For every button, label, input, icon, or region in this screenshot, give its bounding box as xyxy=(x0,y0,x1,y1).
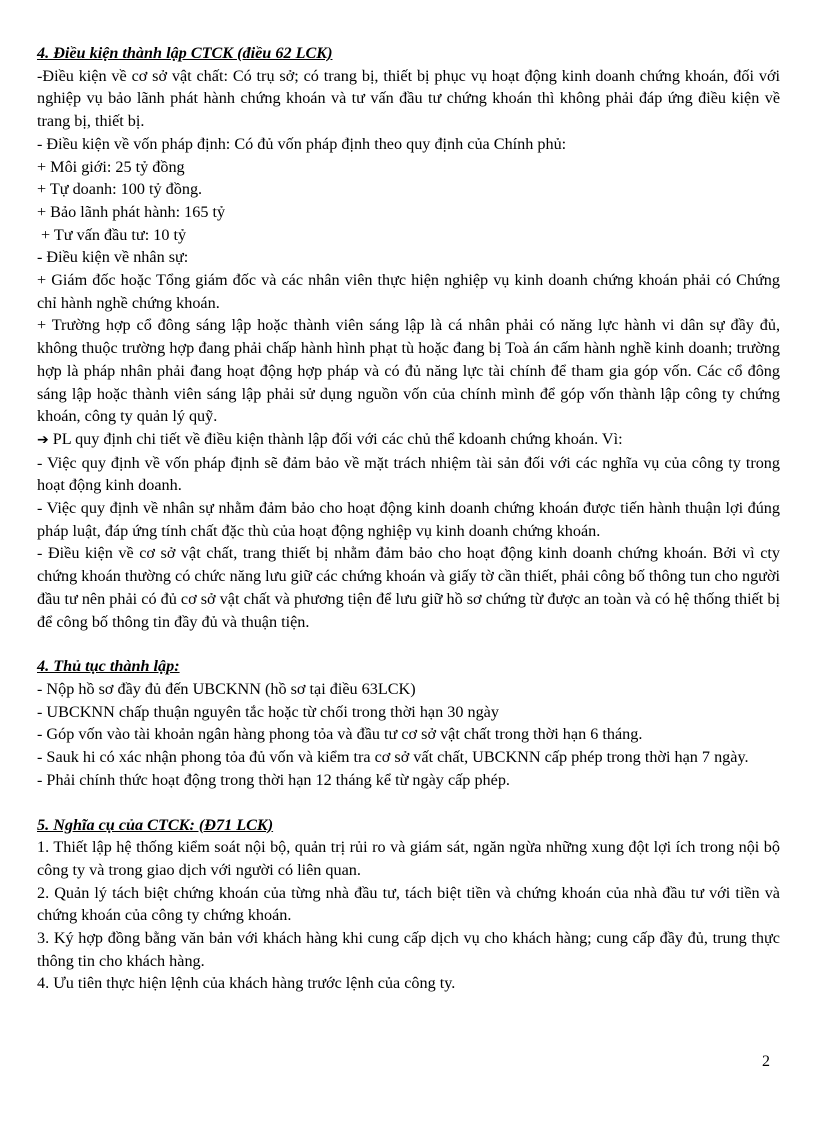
list-item: + Tư vấn đầu tư: 10 tỷ xyxy=(41,225,187,244)
section-heading-conditions: 4. Điều kiện thành lập CTCK (điều 62 LCK) xyxy=(37,44,333,62)
list-item: 1. Thiết lập hệ thống kiểm soát nội bộ, quản trị rủi ro và giám sát, ngăn ngừa những xung đột lợi ích trong nội bộ công ty và trong giao dịch với người có liên quan. xyxy=(37,838,780,879)
list-item: + Bảo lãnh phát hành: 165 tỷ xyxy=(37,202,226,221)
paragraph: + Trường hợp cổ đông sáng lập hoặc thành viên sáng lập là cá nhân phải có năng lực hành vi dân sự đầy đủ, không thuộc trường hợp đang phải chấp hành hình phạt tù hoặc đang bị Toà án cấm hành nghề kinh doanh; trường hợp là pháp nhân phải đang hoạt động hợp pháp và có đủ năng lực tài chính để tham gia góp vốn. Các cổ đông sáng lập hoặc thành viên sáng lập phải sử dụng nguồn vốn của chính mình để góp vốn thành lập công ty chứng khoán, công ty quản lý quỹ. xyxy=(37,316,780,426)
section-heading-obligations: 5. Nghĩa cụ của CTCK: (Đ71 LCK) xyxy=(37,815,274,834)
paragraph: - Điều kiện về cơ sở vật chất, trang thiết bị nhằm đảm bảo cho hoạt động kinh doanh chứng khoán. Bởi vì cty chứng khoán thường có chức năng lưu giữ các chứng khoán và giấy tờ cần thiết, phải công bố thông tun cho người đầu tư nên phải có đủ cơ sở vật chất và phương tiện để lưu giữ hồ sơ chứng từ được an toàn và có hệ thống thiết bị để công bố thông tin đầy đủ và thuận tiện. xyxy=(37,544,780,631)
paragraph: -Điều kiện về cơ sở vật chất: Có trụ sở; có trang bị, thiết bị phục vụ hoạt động kinh doanh chứng khoán, đối với nghiệp vụ bảo lãnh phát hành chứng khoán và tư vấn đầu tư chứng khoán thì không phải đáp ứng điều kiện về trang bị, thiết bị. xyxy=(37,66,780,131)
list-item: + Tự doanh: 100 tỷ đồng. xyxy=(37,180,203,199)
list-item: - Phải chính thức hoạt động trong thời hạn 12 tháng kể từ ngày cấp phép. xyxy=(37,770,510,789)
arrow-line xyxy=(37,428,780,452)
spacer xyxy=(37,792,780,814)
page-number: 2 xyxy=(762,1053,770,1070)
paragraph: - Việc quy định về nhân sự nhằm đảm bảo cho hoạt động kinh doanh chứng khoán được tiến hành thuận lợi đúng pháp luật, đáp ứng tính chất đặc thù của hoạt động nghiệp vụ kinh doanh chứng khoán. xyxy=(37,499,780,540)
list-item: 4. Ưu tiên thực hiện lệnh của khách hàng trước lệnh của công ty. xyxy=(37,974,456,993)
list-item: + Môi giới: 25 tỷ đồng xyxy=(37,157,185,176)
paragraph: - Điều kiện về nhân sự: xyxy=(37,248,189,267)
paragraph: - Điều kiện về vốn pháp định: Có đủ vốn pháp định theo quy định của Chính phủ: xyxy=(37,134,567,153)
list-item: 3. Ký hợp đồng bằng văn bản với khách hàng khi cung cấp dịch vụ cho khách hàng; cung cấp đầy đủ, trung thực thông tin cho khách hàng. xyxy=(37,929,780,970)
list-item: 2. Quản lý tách biệt chứng khoán của từng nhà đầu tư, tách biệt tiền và chứng khoán của nhà đầu tư với tiền và chứng khoán của công ty chứng khoán. xyxy=(37,883,780,925)
paragraph: + Giám đốc hoặc Tổng giám đốc và các nhân viên thực hiện nghiệp vụ kinh doanh chứng khoán phải có Chứng chỉ hành nghề chứng khoán. xyxy=(37,271,780,312)
list-item: - Nộp hồ sơ đầy đủ đến UBCKNN (hồ sơ tại điều 63LCK) xyxy=(37,679,416,698)
list-item: - UBCKNN chấp thuận nguyên tắc hoặc từ chối trong thời hạn 30 ngày xyxy=(37,702,499,721)
spacer xyxy=(37,633,780,655)
section-heading-procedure: 4. Thủ tục thành lập: xyxy=(37,657,180,676)
arrow-line-text: PL quy định chi tiết về điều kiện thành lập đối với các chủ thể kdoanh chứng khoán. Vì: xyxy=(52,429,623,448)
document-page xyxy=(37,42,780,995)
list-item: - Góp vốn vào tài khoản ngân hàng phong tỏa và đầu tư cơ sở vật chất trong thời hạn 6 tháng. xyxy=(37,725,643,744)
list-item: - Sauk hi có xác nhận phong tỏa đủ vốn và kiểm tra cơ sở vất chất, UBCKNN cấp phép trong thời hạn 7 ngày. xyxy=(37,748,749,767)
right-arrow-icon: ➔ xyxy=(37,431,49,448)
paragraph: - Việc quy định về vốn pháp định sẽ đảm bảo về mặt trách nhiệm tài sản đối với các nghĩa vụ của công ty trong hoạt động kinh doanh. xyxy=(37,453,780,495)
